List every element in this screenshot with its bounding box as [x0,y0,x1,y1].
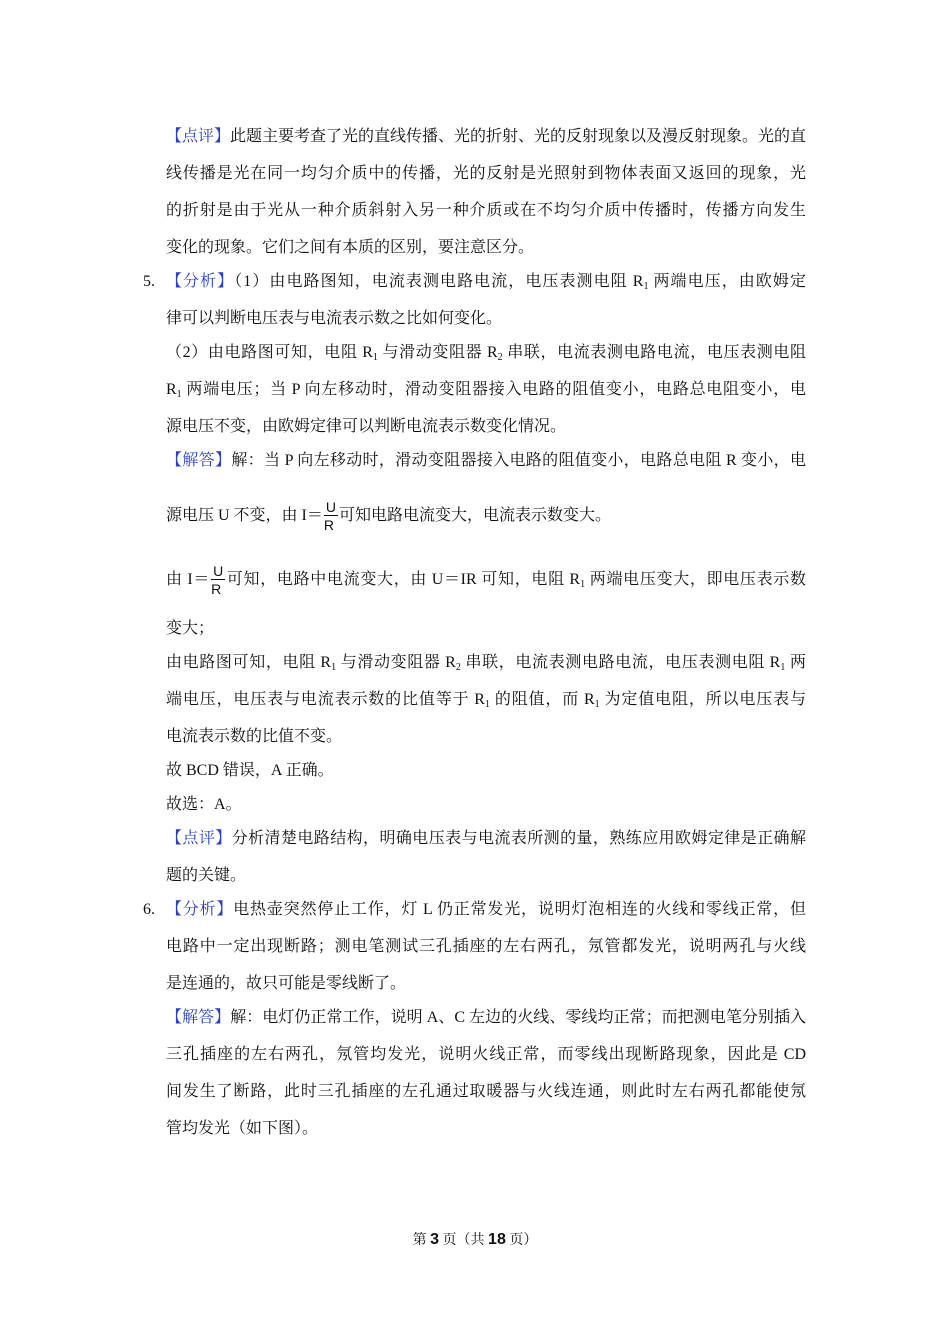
text-run: 两 [785,654,806,671]
text-run: 由电路图可知，电阻 R [166,654,332,671]
paragraph [166,999,806,1147]
text-line [166,681,806,718]
text-line [166,263,806,300]
text-line [166,543,806,610]
text-run: 两端电压；当 P 向左移动时，滑动变阻器接入电路的阻值变小，电路总电阻变小，电 [181,381,806,398]
paragraph [166,786,806,823]
text-run: 变大； [166,620,215,637]
text-run: 源电压 U 不变，由 I＝ [166,507,323,524]
text-run: 线传播是光在同一均匀介质中的传播，光的反射是光照射到物体表面又返回的现象，光 [166,165,806,182]
text-line [166,334,806,371]
footer-text: 页） [509,1233,538,1248]
subscript: 1 [594,699,600,710]
text-run: 故 BCD 错误，A 正确。 [166,762,334,779]
text-run: 变化的现象。它们之间有本质的区别，要注意区分。 [166,239,535,256]
text-line [166,857,806,894]
fraction-numerator: U [213,563,224,580]
paragraph [166,543,806,647]
text-line [166,752,806,789]
text-line [166,928,806,965]
text-run: 两端电压变大，即电压表示数 [585,571,806,588]
text-run: 端电压，电压表与电流表示数的比值等于 R [166,691,485,708]
text-line [166,155,806,192]
document-body [143,118,807,1147]
subscript: 1 [484,699,490,710]
text-line [166,1073,806,1110]
text-line [166,371,806,408]
paragraph [143,263,806,337]
text-run: 间发生了断路，此时三孔插座的左孔通过取暖器与火线连通，则此时左右两孔都能使氖 [166,1083,806,1100]
text-run: 题的关键。 [166,867,247,884]
text-run: 为定值电阻，所以电压表与 [599,691,806,708]
text-line [166,229,806,266]
fraction [324,500,338,532]
fraction [211,564,225,596]
question-number: 5. [143,273,155,290]
text-run: 由 I＝ [166,571,211,588]
text-run: 可知电路电流变大，电流表示数变大。 [339,507,612,524]
section-label: 【点评】 [166,128,231,145]
footer-text: 页（共 [442,1233,485,1248]
subscript: 1 [780,662,786,673]
text-run: 源电压不变，由欧姆定律可以判断电流表示数变化情况。 [166,418,567,435]
paragraph [143,891,806,1002]
text-run: R [166,381,177,398]
section-label: 【分析】 [166,273,235,290]
text-line [166,300,806,337]
text-run: 此题主要考查了光的直线传播、光的折射、光的反射现象以及漫反射现象。光的直 [230,128,807,145]
subscript: 1 [176,389,182,400]
subscript: 2 [497,352,503,363]
subscript: 1 [331,662,337,673]
text-line [166,442,806,479]
text-line [166,192,806,229]
text-run: 解：电灯仍正常工作，说明 A、C 左边的火线、零线均正常；而把测电笔分别插入 [230,1009,806,1026]
text-run: 的折射是由于光从一种介质斜射入另一种介质或在不均匀介质中传播时，传播方向发生 [166,202,806,219]
text-line [166,610,806,647]
current-page-number: 3 [430,1231,440,1248]
text-run: 故选：A。 [166,796,242,813]
text-run: 是连通的，故只可能是零线断了。 [166,975,407,992]
text-run: 两端电压，由欧姆定 [648,273,806,290]
section-label: 【分析】 [166,901,234,918]
section-label: 【解答】 [166,1009,231,1026]
fraction-denominator: R [211,581,222,598]
text-line [166,1110,806,1147]
text-run: 串联，电流表测电路电流，电压表测电阻 [502,344,806,361]
subscript: 1 [580,579,586,590]
text-run: 可知，电路中电流变大，由 U＝IR 可知，电阻 R [226,571,581,588]
paragraph [166,820,806,894]
text-run: 与滑动变阻器 R [336,654,456,671]
text-run: 解：当 P 向左移动时，滑动变阻器接入电路的阻值变小，电路总电阻 R 变小，电 [231,452,806,469]
fraction-numerator: U [325,499,337,516]
fraction-denominator: R [323,517,335,534]
paragraph [166,752,806,789]
text-line [166,644,806,681]
text-run: （1）由电路图知，电流表测电路电流，电压表测电阻 R [234,273,644,290]
paragraph [166,442,806,546]
text-run: 电热壶突然停止工作，灯 L 仍正常发光，说明灯泡相连的火线和零线正常，但 [233,901,806,918]
section-label: 【解答】 [166,452,232,469]
subscript: 2 [455,662,461,673]
text-line [166,1036,806,1073]
paragraph [166,644,806,755]
paragraph [166,334,806,445]
text-run: 与滑动变阻器 R [377,344,498,361]
section-label: 【点评】 [166,830,232,847]
text-line [166,718,806,755]
text-run: 电路中一定出现断路；测电笔测试三孔插座的左右两孔，氖管都发光，说明两孔与火线 [166,938,806,955]
text-line [166,965,806,1002]
text-line [166,118,806,155]
text-line [166,891,806,928]
text-run: 的阻值，而 R [489,691,595,708]
text-run: 三孔插座的左右两孔，氖管均发光，说明火线正常，而零线出现断路现象，因此是 CD [166,1046,806,1063]
text-run: 串联，电流表测电路电流，电压表测电阻 R [460,654,781,671]
page-footer [0,1229,950,1252]
footer-text: 第 [412,1233,427,1248]
text-run: 律可以判断电压表与电流表示数之比如何变化。 [166,310,503,327]
text-line [166,786,806,823]
text-line [166,999,806,1036]
text-line [166,408,806,445]
text-run: 分析清楚电路结构，明确电压表与电流表所测的量，熟练应用欧姆定律是正确解 [231,830,806,847]
text-line [166,479,806,546]
text-run: 电流表示数的比值不变。 [166,728,343,745]
question-number: 6. [143,901,155,918]
subscript: 1 [372,352,378,363]
text-run: （2）由电路图可知，电阻 R [166,344,373,361]
text-line [166,820,806,857]
total-page-count: 18 [488,1231,506,1248]
text-run: 管均发光（如下图）。 [166,1120,319,1137]
paragraph [166,118,806,266]
subscript: 1 [643,281,649,292]
